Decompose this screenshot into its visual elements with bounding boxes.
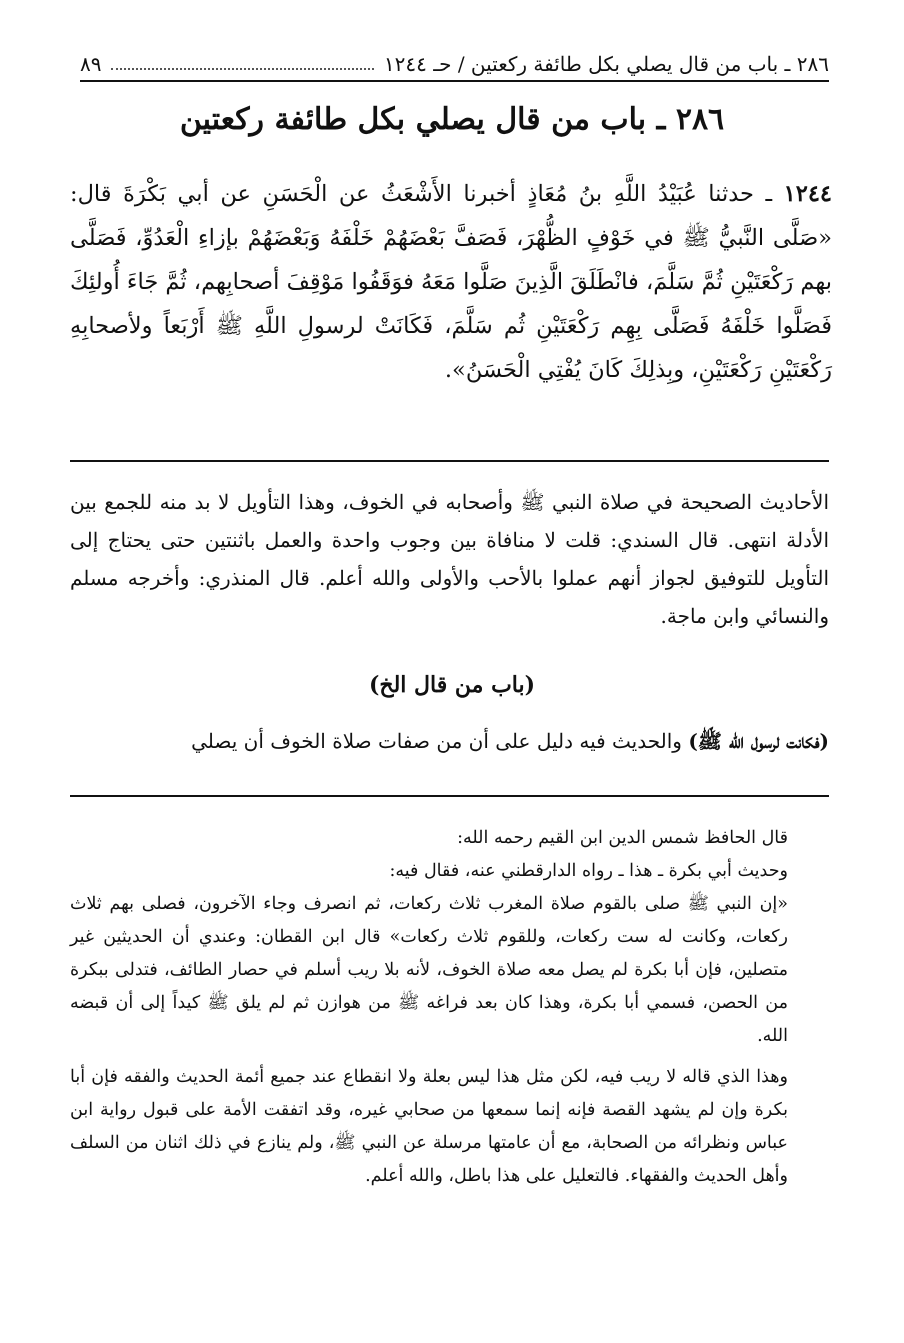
section-note [70, 722, 829, 760]
hadith-text-block [70, 172, 832, 392]
footnote-paragraph: «إن النبي ﷺ صلى بالقوم صلاة المغرب ثلاث ركعات، ثم انصرف وجاء الآخرون، فصلى بهم ثلاث ركعات، وكانت له ست ركعات، وللقوم ثلاث ركعات» قال ابن القطان: وعندي أن الحديثين غير متصلين، فإن أبا بكرة لم يصل معه صلاة الخوف، لأنه بلا ريب أسلم في حصار الطائف، فتدلى ببكرة من الحصن، فسمي أبا بكرة، وهذا كان بعد فراغه ﷺ من هوازن ثم لم يلق ﷺ كيداً إلى أن قبضه الله. [70, 894, 788, 1046]
section-note-quote: (فكانت لرسول الله ﷺ) [688, 729, 829, 753]
section-heading: (باب من قال الخ) [368, 672, 536, 698]
footnotes-block [70, 822, 816, 1193]
hadith-text: ـ حدثنا عُبَيْدُ اللَّهِ بنُ مُعَاذٍ أخبرنا الأَشْعَثُ عن الْحَسَنِ عن أبي بَكْرَةَ قال: «صَلَّى النَّبيُّ ﷺ في خَوْفٍ الظُّهْرَ، فَصَفَّ بَعْضَهُمْ خَلْفَهُ وَبَعْضَهُمْ بإزاءِ الْعَدُوِّ، فَصَلَّى بهم رَكْعَتَيْنِ ثُمَّ سَلَّمَ، فانْطَلَقَ الَّذِينَ صَلَّوا مَعَهُ فوَقَفُوا مَوْقِفَ أصحابِهم، ثُمَّ جَاءَ أُولئِكَ فَصَلَّوا خَلْفَهُ فَصَلَّى بِهِم رَكْعَتَيْنِ ثُم سَلَّمَ، فَكَانَتْ لرسولِ اللَّهِ ﷺ أَرْبَعاً ولأصحابِهِ رَكْعَتَيْنِ رَكْعَتَيْنِ، وبِذلِكَ كَانَ يُفْتِي الْحَسَنُ». [70, 181, 832, 383]
leader-dots [111, 58, 373, 70]
hadith-number: ١٢٤٤ [783, 181, 832, 207]
divider-rule [70, 460, 829, 462]
footnote-paragraph: قال الحافظ شمس الدين ابن القيم رحمه الله: [457, 828, 788, 848]
commentary-block: الأحاديث الصحيحة في صلاة النبي ﷺ وأصحابه في الخوف، وهذا التأويل لا بد منه للجمع بين الأدلة انتهى. قال السندي: قلت لا منافاة بين وجوب واحدة والعمل باثنتين حتى يحتاج إلى التأويل للتوفيق لجواز أنهم عملوا بالأحب والأولى والله أعلم. قال المنذري: وأخرجه مسلم والنسائي وابن ماجة. [70, 490, 829, 628]
running-header [80, 48, 829, 82]
footnote-divider-rule [70, 795, 829, 797]
chapter-title: ٢٨٦ ـ باب من قال يصلي بكل طائفة ركعتين [179, 102, 725, 137]
section-note-text: والحديث فيه دليل على أن من صفات صلاة الخوف أن يصلي [191, 729, 682, 753]
footnote-paragraph: وحديث أبي بكرة ـ هذا ـ رواه الدارقطني عنه، فقال فيه: [389, 861, 788, 881]
running-header-title: ٢٨٦ ـ باب من قال يصلي بكل طائفة ركعتين / حـ ١٢٤٤ [383, 52, 829, 76]
page-number: ٨٩ [80, 52, 102, 76]
footnote-paragraph: وهذا الذي قاله لا ريب فيه، لكن مثل هذا ليس بعلة ولا انقطاع عند جميع أئمة الحديث والفقه فإن أبا بكرة وإن لم يشهد القصة فإنه إنما سمعها من صحابي غيره، وقد اتفقت الأمة على قبول رواية ابن عباس ونظرائه من الصحابة، مع أن عامتها مرسلة عن النبي ﷺ، ولم ينازع في ذلك اثنان من السلف وأهل الحديث والفقهاء. فالتعليل على هذا باطل، والله أعلم. [70, 1067, 788, 1186]
